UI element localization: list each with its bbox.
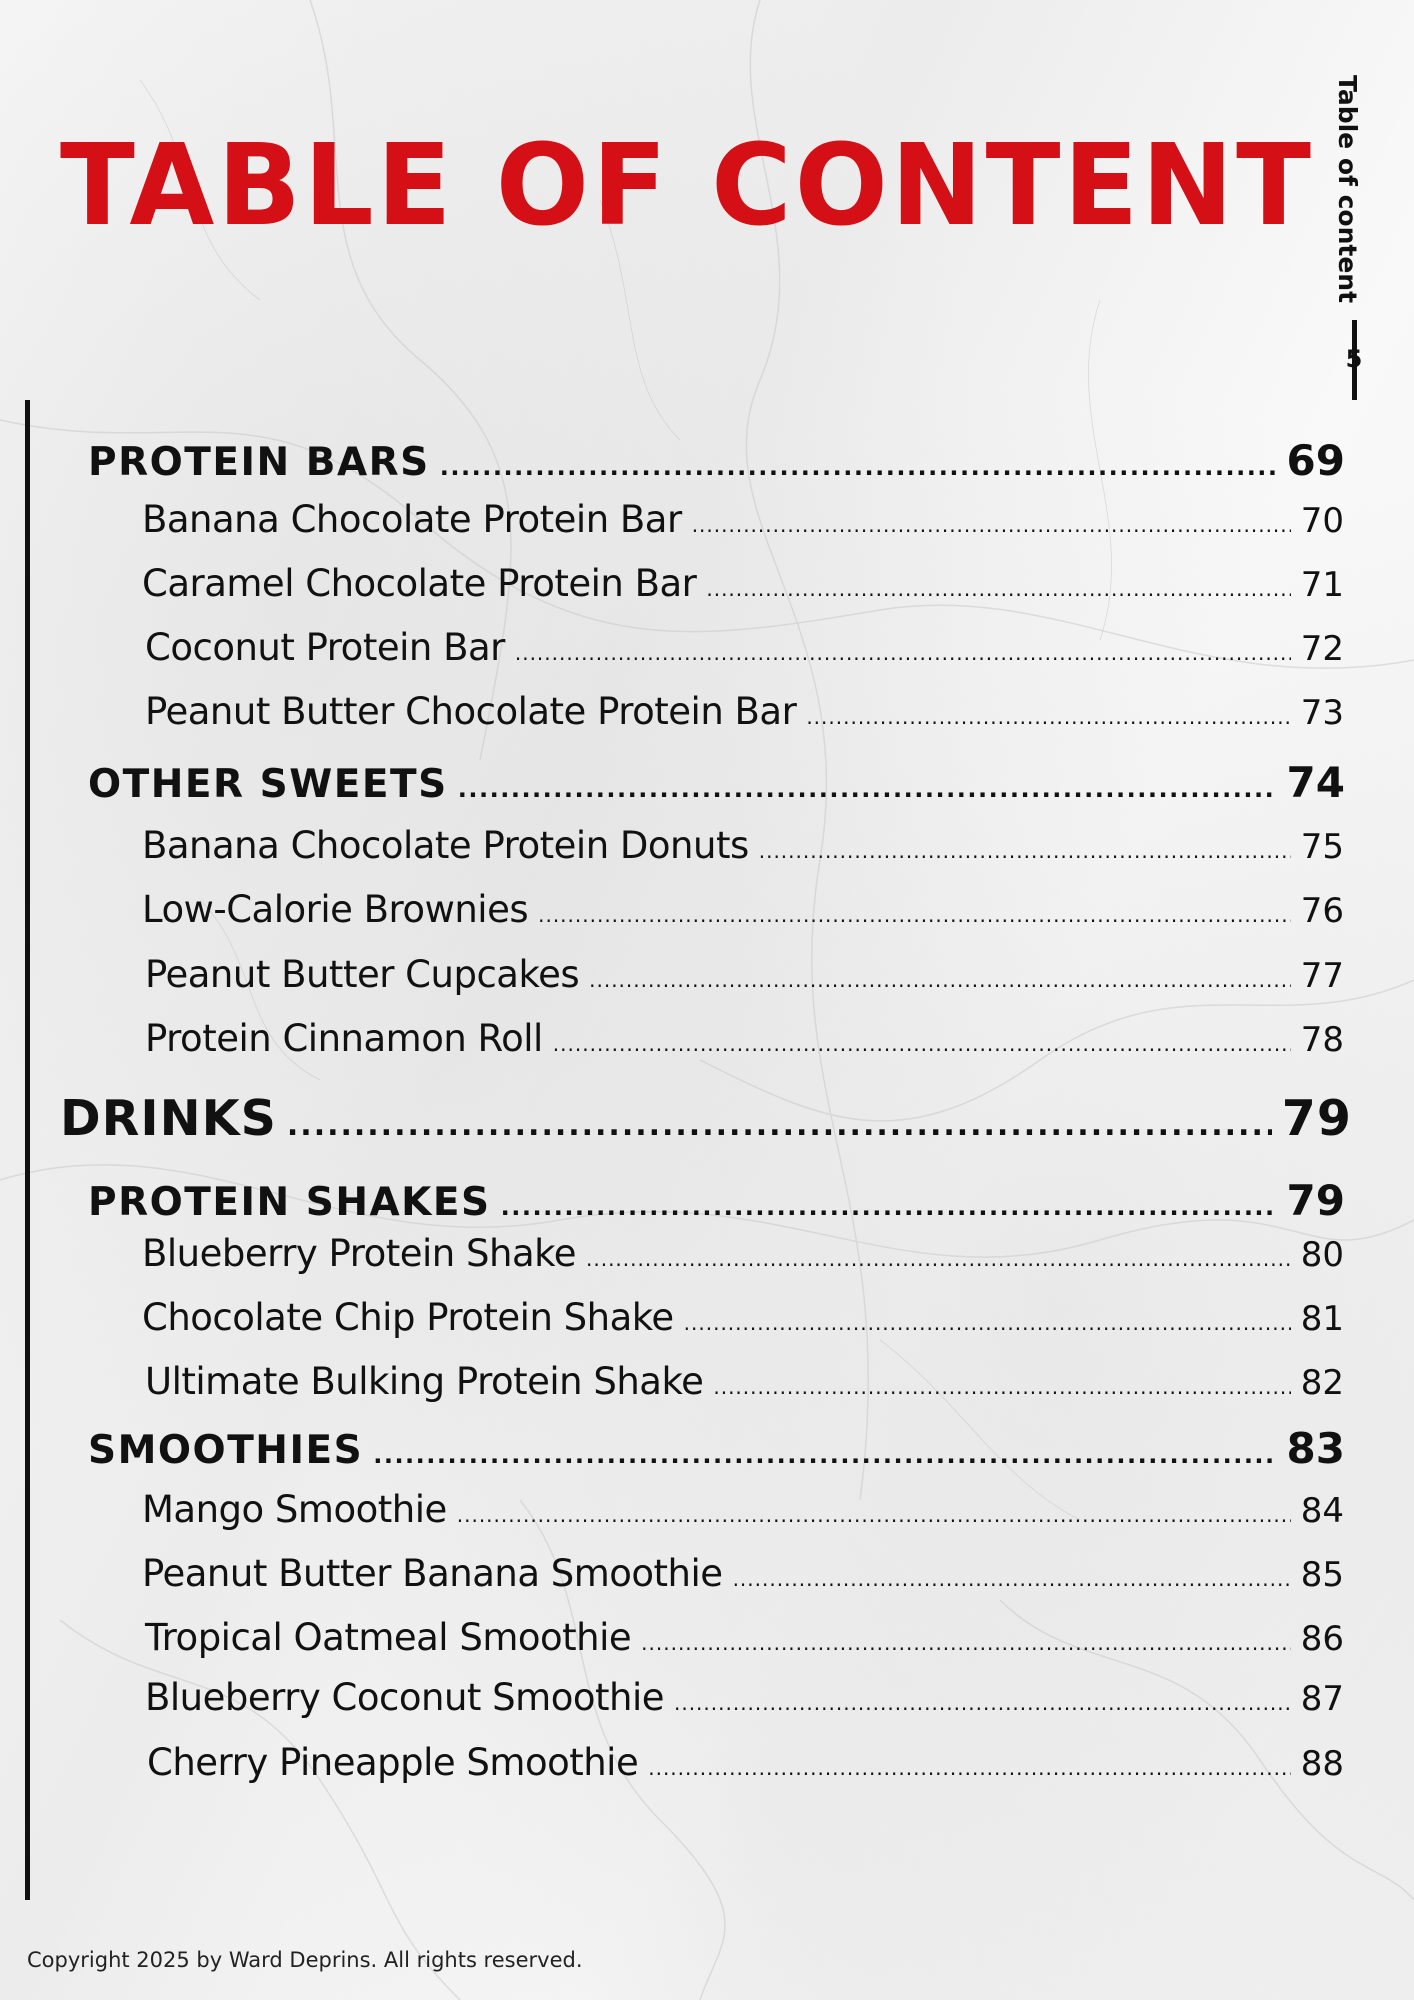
dot-leader: [586, 1247, 1291, 1271]
toc-chapter-label: DRINKS: [60, 1090, 277, 1147]
toc-page-number: 79: [1286, 1176, 1345, 1225]
dot-leader: [759, 839, 1291, 863]
toc-item[interactable]: [142, 1552, 1344, 1612]
page-title: TABLE OF CONTENT: [60, 121, 1314, 251]
toc-item[interactable]: [145, 1017, 1344, 1077]
toc-page-number: 70: [1300, 501, 1344, 541]
toc-page-number: 73: [1300, 693, 1344, 733]
toc-item-label: Low-Calorie Brownies: [142, 888, 529, 931]
dot-leader: [733, 1567, 1291, 1591]
toc-section-protein-shakes[interactable]: [88, 1176, 1345, 1236]
toc-item-label: Protein Cinnamon Roll: [145, 1017, 543, 1060]
toc-item-label: Peanut Butter Chocolate Protein Bar: [145, 690, 797, 733]
toc-item-label: Peanut Butter Banana Smoothie: [142, 1552, 723, 1595]
toc-section-label: PROTEIN SHAKES: [88, 1180, 491, 1225]
toc-item-label: Chocolate Chip Protein Shake: [142, 1296, 674, 1339]
toc-item[interactable]: [145, 953, 1344, 1013]
dot-leader: [287, 1108, 1272, 1143]
toc-item[interactable]: [145, 1360, 1344, 1420]
toc-item-label: Blueberry Protein Shake: [142, 1232, 576, 1275]
toc-item[interactable]: [142, 562, 1344, 622]
dot-leader: [538, 903, 1291, 927]
toc-page-number: 69: [1286, 436, 1345, 485]
toc-page-number: 84: [1300, 1491, 1344, 1531]
toc-item[interactable]: [145, 626, 1344, 686]
toc-page-number: 80: [1300, 1235, 1344, 1275]
toc-page-number: 75: [1300, 827, 1344, 867]
dot-leader: [806, 705, 1290, 729]
toc-item[interactable]: [142, 1232, 1344, 1292]
dot-leader: [684, 1311, 1291, 1335]
toc-page-number: 83: [1286, 1424, 1345, 1473]
dot-leader: [373, 1441, 1276, 1469]
side-tab-label: Table of content: [1333, 75, 1362, 304]
dot-leader: [457, 1503, 1291, 1527]
toc-page-number: 81: [1300, 1299, 1344, 1339]
dot-leader: [458, 775, 1277, 803]
toc-item[interactable]: [142, 1488, 1344, 1548]
toc-page-number: 86: [1300, 1619, 1344, 1659]
toc-section-label: SMOOTHIES: [88, 1428, 364, 1473]
toc-item-label: Banana Chocolate Protein Bar: [142, 498, 682, 541]
toc-item-label: Tropical Oatmeal Smoothie: [145, 1616, 632, 1659]
dot-leader: [706, 577, 1290, 601]
toc-chapter-drinks[interactable]: [60, 1090, 1352, 1150]
toc-page-number: 85: [1300, 1555, 1344, 1595]
toc-item-label: Blueberry Coconut Smoothie: [145, 1676, 664, 1719]
toc-page-number: 71: [1300, 565, 1344, 605]
toc-item[interactable]: [142, 498, 1344, 558]
dot-leader: [674, 1691, 1291, 1715]
toc-page-number: 76: [1300, 891, 1344, 931]
dot-leader: [553, 1032, 1291, 1056]
copyright-footer: Copyright 2025 by Ward Deprins. All rights reserved.: [27, 1948, 583, 1972]
toc-section-other-sweets[interactable]: [88, 758, 1345, 818]
toc-item-label: Peanut Butter Cupcakes: [145, 953, 580, 996]
toc-section-label: OTHER SWEETS: [88, 762, 448, 807]
toc-section-label: PROTEIN BARS: [88, 440, 430, 485]
toc-page-number: 82: [1300, 1363, 1344, 1403]
toc-item[interactable]: [145, 1676, 1344, 1736]
toc-section-protein-bars[interactable]: [88, 436, 1345, 496]
toc-item-label: Cherry Pineapple Smoothie: [147, 1741, 639, 1784]
dot-leader: [501, 1193, 1277, 1221]
side-tab-page-number: 5: [1345, 345, 1363, 373]
dot-leader: [515, 641, 1291, 665]
toc-page-number: 88: [1300, 1744, 1344, 1784]
toc-item-label: Mango Smoothie: [142, 1488, 447, 1531]
toc-item-label: Ultimate Bulking Protein Shake: [145, 1360, 704, 1403]
toc-section-smoothies[interactable]: [88, 1424, 1345, 1484]
toc-item[interactable]: [147, 1741, 1344, 1801]
dot-leader: [713, 1375, 1290, 1399]
toc-page-number: 74: [1286, 758, 1345, 807]
toc-item[interactable]: [142, 1296, 1344, 1356]
toc-page-number: 87: [1300, 1679, 1344, 1719]
dot-leader: [589, 968, 1291, 992]
dot-leader: [440, 453, 1277, 481]
dot-leader: [692, 513, 1291, 537]
toc-page-number: 78: [1300, 1020, 1344, 1060]
toc-item[interactable]: [145, 690, 1344, 750]
toc-item[interactable]: [142, 824, 1344, 884]
dot-leader: [648, 1756, 1291, 1780]
toc-page-number: 79: [1281, 1090, 1352, 1147]
toc-item-label: Banana Chocolate Protein Donuts: [142, 824, 749, 867]
toc-item-label: Caramel Chocolate Protein Bar: [142, 562, 697, 605]
toc-page-number: 77: [1300, 956, 1344, 996]
toc-item[interactable]: [142, 888, 1344, 948]
toc-item[interactable]: [145, 1616, 1344, 1676]
dot-leader: [641, 1631, 1291, 1655]
toc-item-label: Coconut Protein Bar: [145, 626, 505, 669]
toc-page-number: 72: [1300, 629, 1344, 669]
